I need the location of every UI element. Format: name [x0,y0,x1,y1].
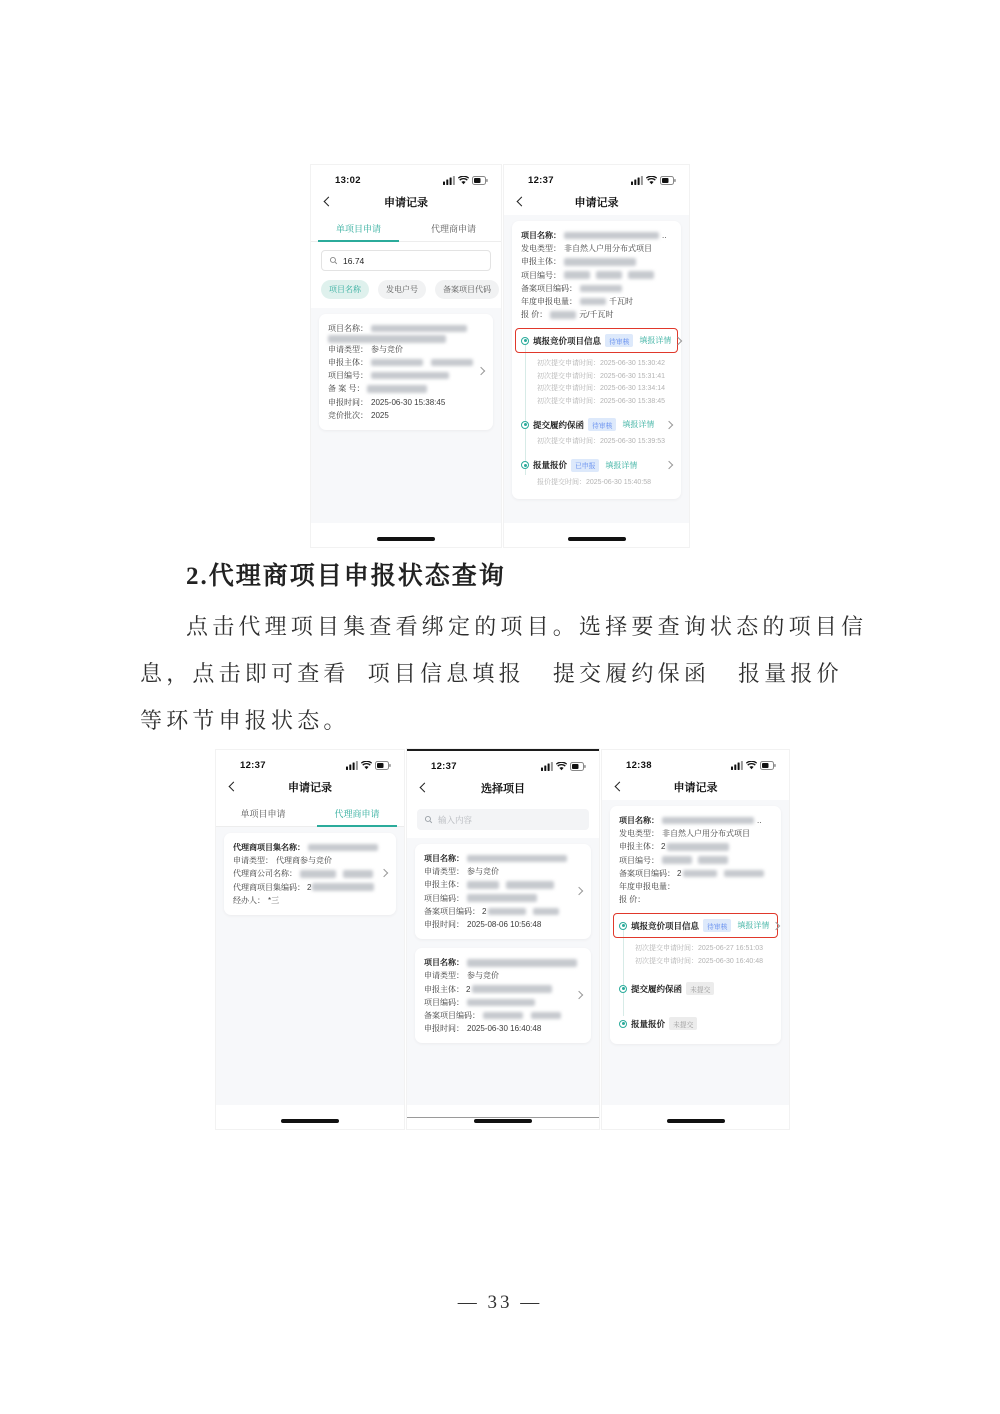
status-time: 12:37 [528,175,554,186]
page-number: — 33 — [457,1292,543,1313]
paragraph-text: 点击代理项目集查看绑定的项目。选择要查询状态的项目信 [186,614,868,639]
timestamp-group [635,943,772,968]
section-label: 填报竞价项目信息 [631,920,700,931]
back-icon[interactable] [420,783,430,793]
redacted-value [343,870,373,878]
screenshot-agent-project-status [601,749,790,1130]
status-time: 12:37 [240,760,266,771]
field-label: 报 价： [521,310,548,320]
status-dot-icon [619,1020,627,1028]
nav-bar [602,773,789,800]
section-quote[interactable] [521,459,672,472]
redacted-value [724,870,764,878]
project-card[interactable] [415,844,591,939]
screenshot-bottom-edge [407,1117,599,1118]
timestamp: 初次提交申请时间：2025-06-30 15:31:41 [537,372,665,380]
redacted-value [596,271,622,279]
redacted-value [580,285,622,293]
field-value: 2025 [371,410,389,420]
status-bar [602,750,789,773]
redacted-value [662,817,754,825]
field-label: 申请类型： [424,971,464,981]
redacted-value [300,870,336,878]
redacted-value [431,359,473,367]
field-label: 年度申报电量： [619,882,675,892]
redacted-value [506,881,554,889]
nav-bar [311,188,501,215]
paragraph-line [140,704,350,735]
home-indicator-area [602,1105,789,1129]
field-label: 项目编号： [521,270,561,280]
status-bar [311,165,501,188]
nav-bar [504,188,689,215]
redacted-value [488,908,526,916]
status-badge: 待审核 [703,919,731,932]
field-label: 项目名称： [328,324,368,333]
search-input[interactable] [321,250,491,271]
section-bid-info[interactable] [619,919,772,932]
redacted-value [564,258,636,266]
screenshot-project-status-detail [503,164,690,548]
page-title: 申请记录 [288,781,332,794]
page-title: 申请记录 [574,196,619,209]
redacted-value [662,856,692,864]
detail-link[interactable]: 填报详情 [605,460,638,470]
chevron-right-icon [665,461,673,469]
redacted-value [308,844,378,852]
section-quote[interactable] [619,1017,772,1030]
section-label: 提交履约保函 [533,419,585,430]
screenshot-select-project [406,748,600,1130]
screenshot-single-project-list [310,164,502,548]
timestamp-group [537,477,672,490]
filter-chips [321,280,491,299]
home-indicator [377,537,435,541]
paragraph-text: 报量报价 [738,661,843,686]
redacted-value [371,325,467,333]
tab-single-project[interactable]: 单项目申请 [311,215,406,241]
status-icons [443,176,488,185]
status-sections [521,328,672,489]
field-label: 项目编码： [424,893,464,903]
status-dot-icon [619,922,627,930]
status-dot-icon [521,421,529,429]
redacted-value [367,385,427,393]
field-label: 项目名称： [521,231,561,240]
field-value: 参与竞价 [467,867,499,877]
redacted-value [467,959,577,967]
paragraph-text: 等环节申报状态。 [140,708,350,733]
search-value: 16.74 [343,255,365,266]
home-indicator [474,1119,532,1123]
battery-icon [375,761,391,770]
status-badge: 未提交 [686,982,714,995]
status-badge: 未提交 [669,1017,697,1030]
status-badge: 待审核 [588,418,616,431]
paragraph-text: 项目信息填报 [367,661,525,686]
tab-agent[interactable]: 代理商申请 [430,223,476,234]
redacted-value [467,999,535,1007]
status-icons [541,762,586,771]
agent-project-card[interactable] [224,833,396,915]
status-time: 12:37 [431,761,457,772]
tab-agent[interactable]: 代理商申请 [310,800,404,826]
redacted-value [467,894,537,902]
home-indicator-area [407,1105,599,1129]
section-guarantee[interactable] [521,418,672,431]
redacted-value [371,372,449,380]
field-label: 项目名称： [424,958,464,968]
field-label: 报 价： [619,895,646,905]
filter-chip-record-code[interactable]: 备案项目代码 [435,280,499,299]
field-label: 项目名称： [424,854,464,863]
redacted-value [550,311,576,319]
home-indicator [281,1119,339,1123]
timestamp: 初次提交申请时间：2025-06-30 15:38:45 [537,397,665,405]
redacted-value [667,843,729,851]
redacted-value [698,856,728,864]
wifi-icon [646,176,657,185]
field-label: 申报主体： [328,357,368,367]
field-value: 非自然人户用分布式项目 [662,829,750,839]
field-label: 发电类型： [619,829,659,839]
wifi-icon [746,761,757,770]
redacted-value [467,855,567,863]
field-label: 竞价批次： [328,410,368,420]
section-heading: 2.代理商项目申报状态查询 [186,563,506,590]
status-icons [631,176,676,185]
paragraph-text: 提交履约保函 [552,661,711,686]
timestamp: 初次提交申请时间：2025-06-30 15:30:42 [537,360,665,368]
redacted-value [312,883,374,891]
redacted-value [328,335,446,343]
redacted-value [533,908,559,916]
status-time: 13:02 [335,175,361,186]
signal-icon [541,762,553,771]
project-detail-card [512,221,681,499]
home-indicator-area [216,1105,404,1129]
battery-icon [660,176,676,185]
list-area [311,308,501,523]
section-label: 报量报价 [631,1018,666,1029]
field-value: *三 [268,895,280,905]
battery-icon [760,761,776,770]
section-label: 填报竞价项目信息 [533,335,602,346]
field-label: 代理商项目集名称： [233,843,305,852]
home-indicator-area [311,523,501,547]
redacted-value [628,271,654,279]
field-label: 代理商公司名称： [233,869,297,879]
redacted-value [580,298,606,306]
detail-area [602,800,789,1105]
signal-icon [631,176,643,185]
field-label: 项目编码： [424,997,464,1007]
search-input[interactable] [417,809,589,830]
field-label: 申报主体： [424,880,464,890]
wifi-icon [556,762,567,771]
status-dot-icon [521,461,529,469]
highlight-red-box [613,913,778,938]
field-label: 代理商项目集编码： [233,882,305,892]
nav-bar [407,774,599,801]
field-value: 非自然人户用分布式项目 [564,244,652,254]
chevron-right-icon [772,922,780,930]
list-area [216,827,404,1105]
search-icon [329,256,338,265]
signal-icon [731,761,743,770]
status-sections [619,913,772,1030]
search-icon [424,815,433,824]
wifi-icon [361,761,372,770]
field-label: 申请类型： [233,856,273,866]
field-value: .. [757,816,762,825]
redacted-value [564,232,659,240]
list-area [407,838,599,1105]
field-label: 备案项目编码： [424,906,480,916]
redacted-value [564,271,590,279]
timestamp-group [537,436,672,449]
highlight-red-box [515,328,678,353]
timestamp-group [537,358,672,408]
field-label: 发电类型： [521,244,561,254]
detail-area [504,215,689,523]
back-icon[interactable] [324,197,334,207]
page-title: 选择项目 [481,782,525,795]
timestamp: 报价提交时间：2025-06-30 15:40:58 [537,478,651,486]
status-badge: 已申报 [571,459,599,472]
back-icon[interactable] [517,197,527,207]
field-label: 申报主体： [619,842,659,852]
field-value: 2 [661,842,666,852]
paragraph-line [140,657,843,688]
back-icon[interactable] [229,782,239,792]
paragraph-line [186,610,867,641]
home-indicator [667,1119,725,1123]
redacted-value [531,1012,561,1020]
redacted-value [472,985,552,993]
status-bar [407,751,599,774]
signal-icon [346,761,358,770]
field-label: 申报时间： [424,920,464,930]
field-label: 经办人： [233,895,265,905]
field-label: 项目编号： [328,371,368,381]
wifi-icon [458,176,469,185]
field-label: 备案项目编码： [521,283,577,293]
status-icons [731,761,776,770]
status-bar [216,750,404,773]
tab-single-project[interactable]: 单项目申请 [240,808,286,819]
paragraph-text: 息，点击即可查看 [140,661,350,686]
field-value: 代理商参与竞价 [276,856,332,866]
timestamp: 初次提交申请时间：2025-06-30 16:40:48 [635,957,763,965]
home-indicator-area [504,523,689,547]
screenshot-agent-application-list [215,749,405,1130]
field-label: 备案项目编码： [424,1011,480,1021]
tab-bar [216,800,404,827]
filter-chip-generator-account[interactable]: 发电户号 [378,280,426,299]
field-value: 2025-08-06 10:56:48 [467,920,542,930]
field-value: 2025-06-30 15:38:45 [371,397,446,407]
field-value: .. [662,231,667,240]
back-icon[interactable] [615,782,625,792]
redacted-value [371,359,423,367]
nav-bar [216,773,404,800]
field-label: 申报主体： [424,984,464,994]
field-value: 2025-06-30 16:40:48 [467,1024,542,1034]
section-bid-info[interactable] [521,334,672,347]
battery-icon [472,176,488,185]
field-label: 年度申报电量： [521,297,577,307]
timestamp: 初次提交申请时间：2025-06-30 13:34:14 [537,385,665,393]
battery-icon [570,762,586,771]
field-value: 2 [466,984,471,994]
section-label: 提交履约保函 [631,983,683,994]
detail-link[interactable]: 填报详情 [639,336,672,346]
tab-bar [311,215,501,242]
filter-chip-project-name[interactable]: 项目名称 [321,280,369,299]
redacted-value [683,870,717,878]
chevron-right-icon [674,337,682,345]
page-title: 申请记录 [384,196,428,209]
project-card[interactable] [319,314,493,430]
chevron-right-icon [665,421,673,429]
signal-icon [443,176,455,185]
status-bar [504,165,689,188]
project-detail-card [610,806,781,1044]
detail-link[interactable]: 填报详情 [737,921,770,931]
field-value: 元/千瓦时 [579,310,614,320]
redacted-value [467,881,499,889]
section-label: 报量报价 [533,460,568,471]
section-guarantee[interactable] [619,982,772,995]
project-card[interactable] [415,948,591,1043]
timestamp: 初次提交申请时间：2025-06-27 16:51:03 [635,945,763,953]
page-title: 申请记录 [673,781,718,794]
timestamp: 初次提交申请时间：2025-06-30 15:39:53 [537,438,665,446]
field-value: 2 [677,868,682,878]
field-label: 申报时间： [424,1024,464,1034]
field-label: 申报主体： [521,257,561,267]
field-label: 申请类型： [424,867,464,877]
status-icons [346,761,391,770]
status-time: 12:38 [626,760,652,771]
field-value: 2 [482,906,487,916]
status-dot-icon [619,985,627,993]
field-label: 申请类型： [328,344,368,354]
redacted-value [483,1012,523,1020]
field-value: 千瓦时 [609,297,633,307]
field-label: 申报时间： [328,397,368,407]
field-label: 备 案 号： [328,384,365,394]
status-badge: 待审核 [605,334,633,347]
status-dot-icon [521,337,529,345]
field-value: 2 [307,882,312,892]
field-value: 参与竞价 [467,971,499,981]
field-label: 项目名称： [619,816,659,825]
search-placeholder: 输入内容 [438,814,473,825]
field-label: 备案项目编码： [619,868,675,878]
detail-link[interactable]: 填报详情 [622,420,655,430]
field-label: 项目编号： [619,855,659,865]
field-value: 参与竞价 [371,344,403,354]
home-indicator [568,537,626,541]
